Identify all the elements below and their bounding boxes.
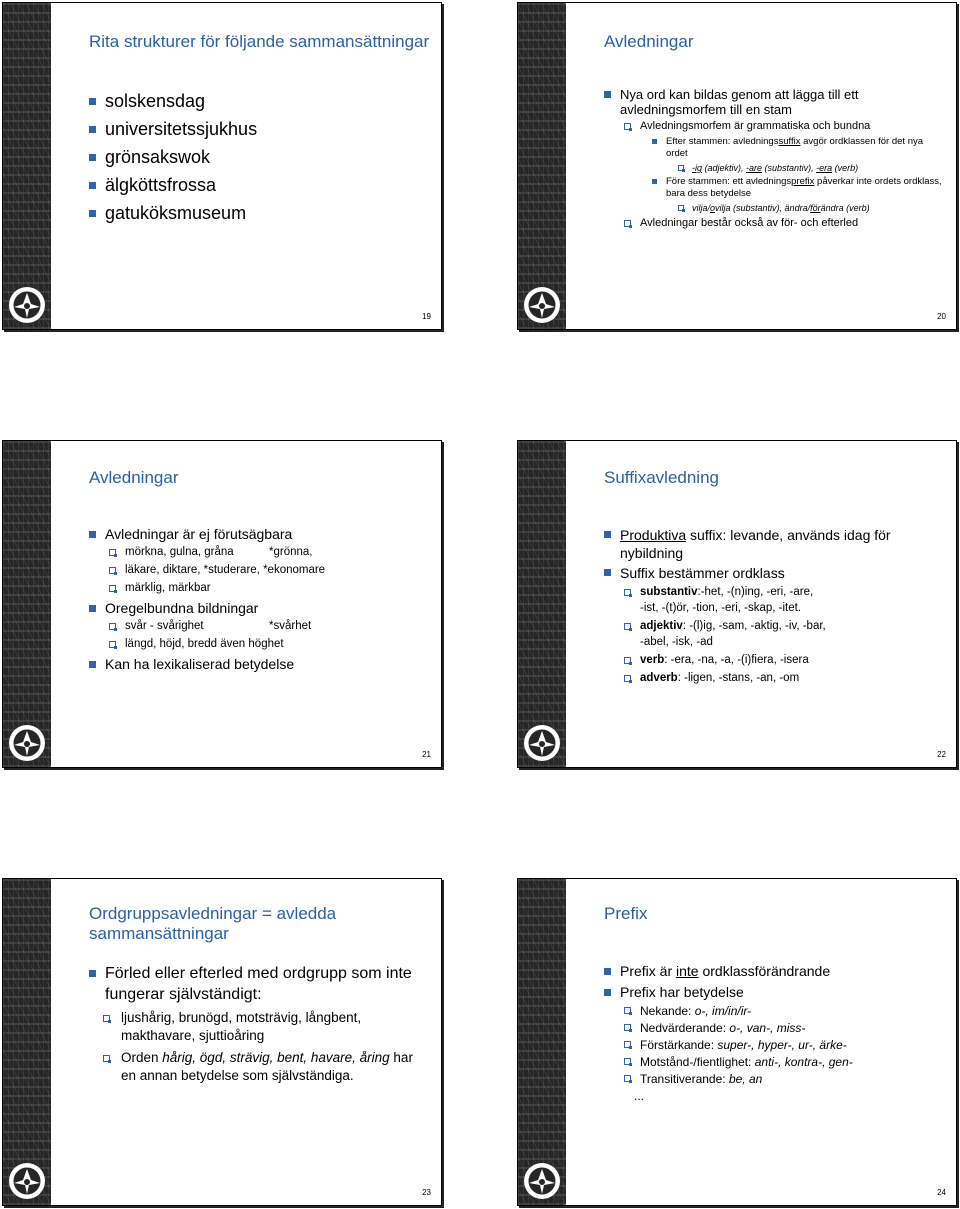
hollow-square-bullet-icon [109,567,116,574]
list-item: Produktiva suffix: levande, används idag för nybildning [604,526,942,562]
square-bullet-icon [89,970,96,977]
list-item: Prefix är inte ordklassförändrande [604,963,942,984]
slide-19 [2,2,442,330]
hollow-square-bullet-icon [103,1055,110,1062]
slide-23 [2,878,442,1206]
hollow-square-bullet-icon [109,641,116,648]
university-seal-icon [7,1161,47,1201]
list-item: ljushårig, brunögd, motsträvig, långbent, makthavare, sjuttioåring [89,1009,427,1045]
list-item: Avledningar består också av för- och efterled [604,217,942,230]
list-item: verb: -era, -na, -a, -(i)fiera, -isera [604,652,942,668]
slide-title: Rita strukturer för följande sammansättningar [89,32,430,51]
list-item: mörkna, gulna, gråna *grönna, [89,545,427,563]
chalkboard-texture [3,441,51,767]
slide-number: 21 [422,750,431,759]
list-item: Transitiverande: be, an [604,1071,942,1088]
list-item: Prefix har betydelse [604,984,942,1003]
hollow-square-bullet-icon [624,1041,631,1048]
chalkboard-texture [3,879,51,1205]
slide-title: Suffixavledning [604,468,719,487]
square-bullet-icon [652,139,657,144]
list-item: längd, höjd, bredd även höghet [89,637,427,656]
slide-number: 19 [422,312,431,321]
list-item: Oregelbundna bildningar [89,600,427,619]
list-item: Suffix bestämmer ordklass [604,564,942,582]
square-bullet-icon [604,569,611,576]
hollow-square-bullet-icon [624,123,631,130]
university-seal-icon [522,723,562,763]
hollow-square-bullet-icon [624,675,631,682]
list-item: universitetssjukhus [89,119,427,147]
slide-title: Avledningar [89,468,179,487]
list-item: substantiv:-het, -(n)ing, -eri, -are, -ist, -(t)ör, -tion, -eri, -skap, -itet. [604,584,942,616]
list-item: adverb: -ligen, -stans, -an, -om [604,670,942,686]
list-item: solskensdag [89,91,427,119]
list-item: -ig (adjektiv), -are (substantiv), -era (verb) [604,162,942,174]
list-item: Nekande: o-, im/in/ir- [604,1003,942,1020]
square-bullet-icon [89,605,96,612]
list-item: märklig, märkbar [89,581,427,600]
hollow-square-bullet-icon [624,589,631,596]
slide-title: Ordgruppsavledningar = avledda sammansättningar [89,904,337,943]
square-bullet-icon [89,98,96,105]
slide-20 [517,2,957,330]
list-item: grönsakswok [89,147,427,175]
slide-24 [517,878,957,1206]
slide-title: Prefix [604,904,648,923]
hollow-square-bullet-icon [624,623,631,630]
chalkboard-texture [518,3,566,329]
list-item: Kan ha lexikaliserad betydelse [89,656,427,675]
hollow-square-bullet-icon [678,205,684,211]
square-bullet-icon [89,531,96,538]
square-bullet-icon [604,989,611,996]
list-item: svår - svårighet *svårhet [89,619,427,637]
square-bullet-icon [604,968,611,975]
chalkboard-texture [3,3,51,329]
university-seal-icon [7,723,47,763]
slide-title: Avledningar [604,32,694,51]
list-item: gatuköksmuseum [89,203,427,231]
list-item: Före stammen: ett avledningsprefix påverkar inte ordets ordklass, bara dess betydelse [604,176,942,200]
list-item: adjektiv: -(l)ig, -sam, -aktig, -iv, -bar, -abel, -isk, -ad [604,618,942,650]
square-bullet-icon [89,154,96,161]
list-item: Avledningsmorfem är grammatiska och bundna [604,120,942,133]
list-item: Avledningar är ej förutsägbara [89,526,427,545]
list-item: ... [634,1089,645,1103]
hollow-square-bullet-icon [624,220,631,227]
university-seal-icon [7,285,47,325]
chalkboard-texture [518,879,566,1205]
hollow-square-bullet-icon [624,1075,631,1082]
hollow-square-bullet-icon [624,1058,631,1065]
hollow-square-bullet-icon [624,1007,631,1014]
square-bullet-icon [604,531,611,538]
square-bullet-icon [89,126,96,133]
list-item: älgköttsfrossa [89,175,427,203]
list-item: Motstånd-/fientlighet: anti-, kontra-, gen- [604,1054,942,1071]
hollow-square-bullet-icon [109,623,116,630]
slide-number: 22 [937,750,946,759]
square-bullet-icon [89,661,96,668]
slide-number: 20 [937,312,946,321]
hollow-square-bullet-icon [678,165,684,171]
list-item: Efter stammen: avledningssuffix avgör ordklassen för det nya ordet [604,136,942,160]
university-seal-icon [522,1161,562,1201]
list-item: läkare, diktare, *studerare, *ekonomare [89,563,427,581]
slide-21 [2,440,442,768]
hollow-square-bullet-icon [103,1015,110,1022]
chalkboard-texture [518,441,566,767]
slide-number: 23 [422,1188,431,1197]
list-item: Orden hårig, ögd, strävig, bent, havare, åring har en annan betydelse som självständiga. [89,1049,427,1085]
list-item: Förstärkande: super-, hyper-, ur-, ärke- [604,1037,942,1054]
hollow-square-bullet-icon [624,1024,631,1031]
university-seal-icon [522,285,562,325]
square-bullet-icon [89,182,96,189]
slide-number: 24 [937,1188,946,1197]
square-bullet-icon [89,210,96,217]
list-item: Förled eller efterled med ordgrupp som inte fungerar självständigt: [89,963,427,1005]
hollow-square-bullet-icon [109,549,116,556]
slide-22 [517,440,957,768]
list-item: Nya ord kan bildas genom att lägga till ett avledningsmorfem till en stam [604,87,942,117]
list-item: Nedvärderande: o-, van-, miss- [604,1020,942,1037]
hollow-square-bullet-icon [624,657,631,664]
square-bullet-icon [652,179,657,184]
hollow-square-bullet-icon [109,585,116,592]
list-item: vilja/ovilja (substantiv), ändra/förändra (verb) [604,202,942,214]
square-bullet-icon [604,91,611,98]
